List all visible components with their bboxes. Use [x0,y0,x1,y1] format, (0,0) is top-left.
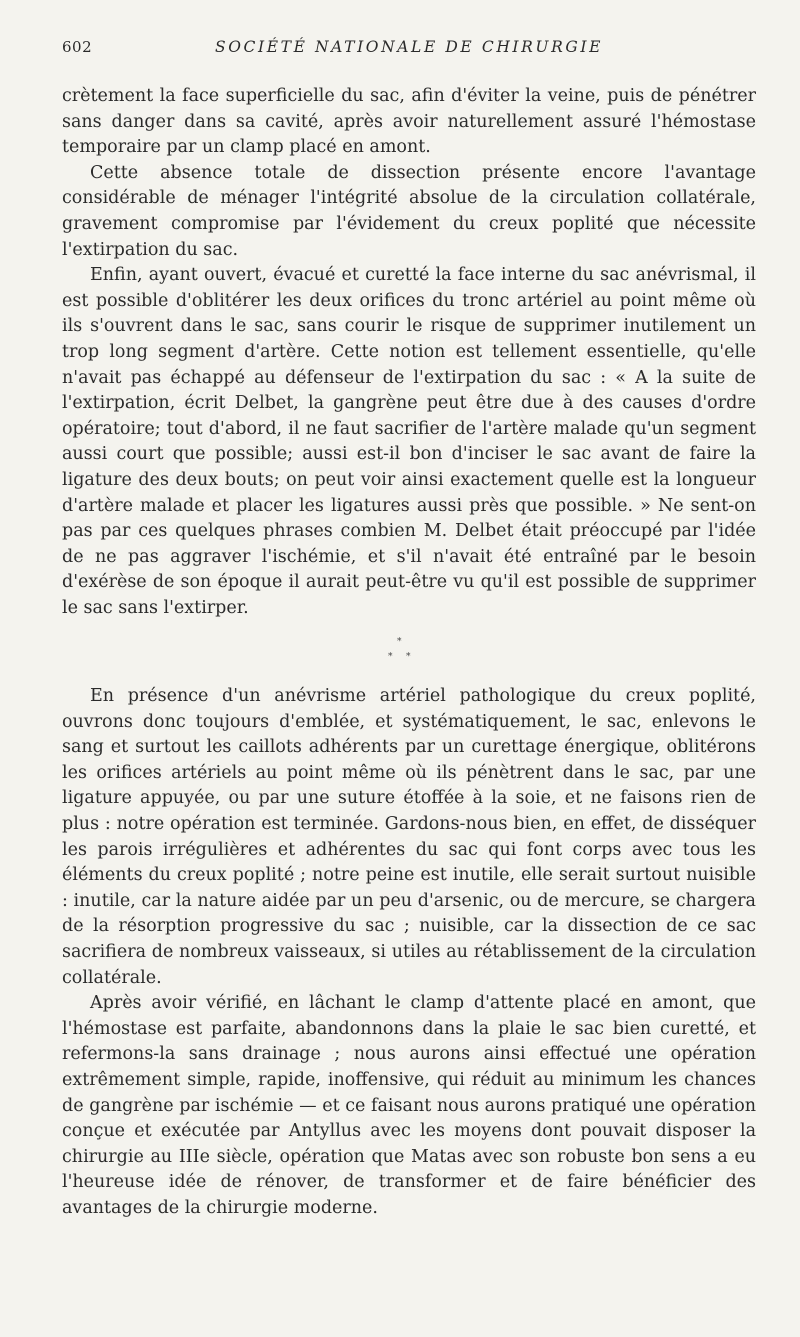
text-block-lower [62,684,756,1221]
asterisk-glyph: * [406,652,411,662]
paragraph: Après avoir vérifié, en lâchant le clamp d'attente placé en amont, que l'hémostase est parfaite, abandonnons dans la plaie le sac bien curetté, et refermons-la sans drainage ; nous aurons ainsi effectué une opération extrêmement simple, rapide, inoffensive, qui réduit au minimum les chances de gangrène par ischémie — et ce faisant nous aurons pratiqué une opération conçue et exécutée par Antyllus avec les moyens dont pouvait disposer la chirurgie au IIIe siècle, opération que Matas avec son robuste bon sens a eu l'heureuse idée de rénover, de transformer et de faire bénéficier des avantages de la chirurgie moderne. [62,993,756,1218]
asterisk-glyph: * [397,637,402,647]
asterisk-glyph: * [388,652,393,662]
asterism-separator [380,634,420,664]
text-block-upper [62,84,756,621]
paragraph: crètement la face superficielle du sac, afin d'éviter la veine, puis de pénétrer sans danger dans sa cavité, après avoir naturellement assuré l'hémostase temporaire par un clamp placé en amont. [62,86,756,158]
running-title: SOCIÉTÉ NATIONALE DE CHIRURGIE [215,38,603,56]
paragraph: En présence d'un anévrisme artériel pathologique du creux poplité, ouvrons donc toujours d'emblée, et systématiquement, le sac, enlevons le sang et surtout les caillots adhérents par un curettage énergique, oblitérons les orifices artériels au point même où ils pénètrent dans le sac, par une ligature appuyée, ou par une suture étoffée à la soie, et ne faisons rien de plus : notre opération est terminée. Gardons-nous bien, en effet, de disséquer les parois irrégulières et adhérentes du sac qui font corps avec tous les éléments du creux poplité ; notre peine est inutile, elle serait surtout nuisible : inutile, car la nature aidée par un peu d'arsenic, ou de mercure, se chargera de la résorption progressive du sac ; nuisible, car la dissection de ce sac sacrifiera de nombreux vaisseaux, si utiles au rétablissement de la circulation collatérale. [62,686,756,988]
page-number: 602 [62,38,93,56]
running-header [62,38,756,58]
paragraph: Enfin, ayant ouvert, évacué et curetté la face interne du sac anévrismal, il est possible d'oblitérer les deux orifices du tronc artériel au point même où ils s'ouvrent dans le sac, sans courir le risque de supprimer inutilement un trop long segment d'artère. Cette notion est tellement essentielle, qu'elle n'avait pas échappé au défenseur de l'extirpation du sac : « A la suite de l'extirpation, écrit Delbet, la gangrène peut être due à des causes d'ordre opératoire; tout d'abord, il ne faut sacrifier de l'artère malade qu'un segment aussi court que possible; aussi est-il bon d'inciser le sac avant de faire la ligature des deux bouts; on peut voir ainsi exactement quelle est la longueur d'artère malade et placer les ligatures aussi près que possible. » Ne sent-on pas par ces quelques phrases combien M. Delbet était préoccupé par l'idée de ne pas aggraver l'ischémie, et s'il n'avait été entraîné par le besoin d'exérèse de son époque il aurait peut-être vu qu'il est possible de supprimer le sac sans l'extirper. [62,265,756,618]
paragraph: Cette absence totale de dissection présente encore l'avantage considérable de ménager l'intégrité absolue de la circulation collatérale, gravement compromise par l'évidement du creux poplité que nécessite l'extirpation du sac. [62,162,756,260]
